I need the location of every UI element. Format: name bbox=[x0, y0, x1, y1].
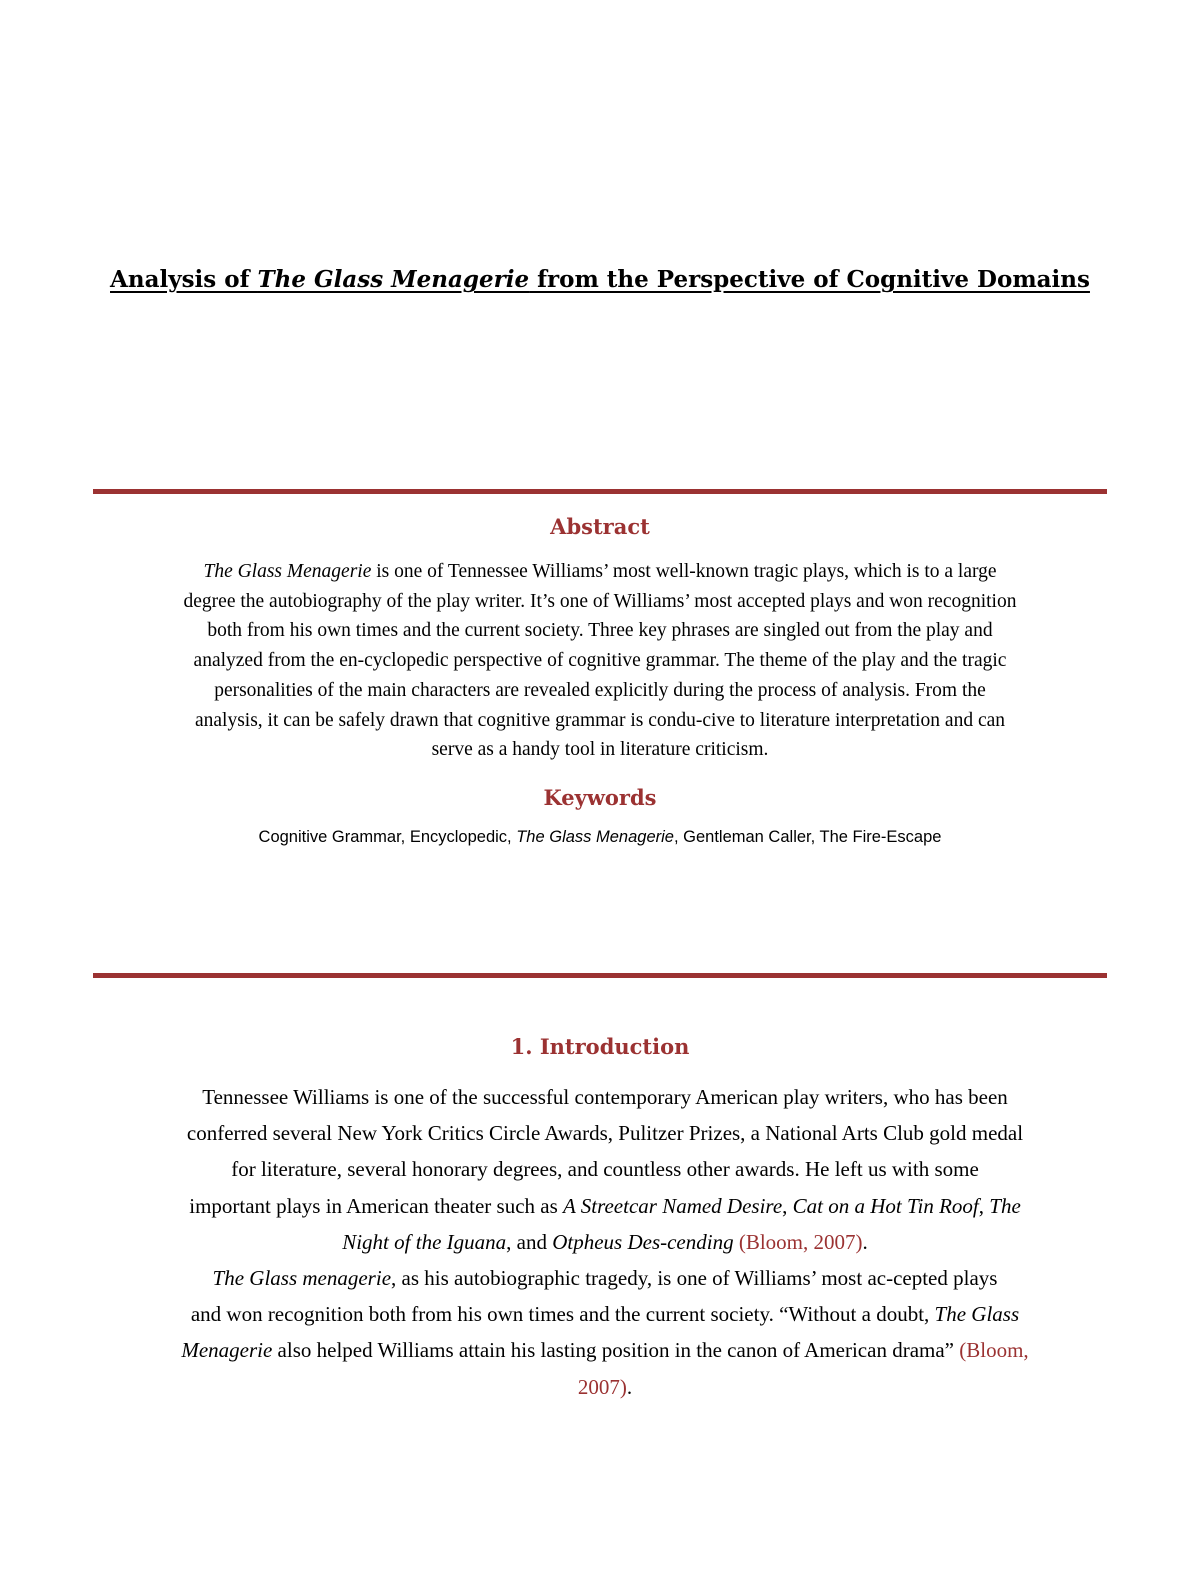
intro-line: The Glass menagerie, as his autobiographic tragedy, is one of Williams’ most ac-cepted plays bbox=[212, 1266, 998, 1291]
intro-line: Menagerie also helped Williams attain his lasting position in the canon of American drama” (Bloom, bbox=[181, 1338, 1029, 1363]
intro-line: conferred several New York Critics Circle Awards, Pulitzer Prizes, a National Arts Club gold medal bbox=[186, 1121, 1024, 1146]
abstract-heading: Abstract bbox=[550, 514, 650, 539]
abstract-line: serve as a handy tool in literature criticism. bbox=[431, 739, 769, 761]
intro-line: Tennessee Williams is one of the successful contemporary American play writers, who has been bbox=[202, 1085, 1008, 1109]
intro-line: for literature, several honorary degrees, and countless other awards. He left us with some bbox=[231, 1157, 979, 1182]
intro-line: and won recognition both from his own times and the current society. “Without a doubt, The Glass bbox=[190, 1302, 1020, 1327]
keywords-heading: Keywords bbox=[543, 785, 657, 810]
intro-line: Night of the Iguana, and Otpheus Des-cending (Bloom, 2007). bbox=[342, 1229, 868, 1254]
intro-line: important plays in American theater such as A Streetcar Named Desire, Cat on a Hot Tin Roof, The bbox=[189, 1193, 1021, 1218]
paper-title: Analysis of The Glass Menagerie from the Perspective of Cognitive Domains bbox=[110, 266, 1090, 293]
abstract-line: The Glass Menagerie is one of Tennessee Williams’ most well-known tragic plays, which is to a large bbox=[203, 561, 997, 582]
abstract-line: degree the autobiography of the play writer. It’s one of Williams’ most accepted plays and won recognition bbox=[183, 590, 1017, 612]
abstract-text bbox=[110, 557, 1090, 765]
keywords-text: Cognitive Grammar, Encyclopedic, The Glass Menagerie, Gentleman Caller, The Fire-Escape bbox=[258, 828, 942, 846]
divider-bottom bbox=[93, 973, 1107, 978]
divider-top bbox=[93, 489, 1107, 494]
introduction-heading: 1. Introduction bbox=[510, 1034, 690, 1059]
intro-line: 2007). bbox=[577, 1374, 633, 1399]
citation-link[interactable]: 2007) bbox=[577, 1374, 627, 1399]
citation-link[interactable]: (Bloom, bbox=[959, 1338, 1029, 1363]
abstract-line: personalities of the main characters are revealed explicitly during the process of analysis. From the bbox=[214, 679, 986, 701]
citation-link[interactable]: (Bloom, 2007) bbox=[738, 1229, 863, 1254]
abstract-line: analyzed from the en-cyclopedic perspective of cognitive grammar. The theme of the play and the tragic bbox=[193, 650, 1007, 672]
abstract-line: both from his own times and the current society. Three key phrases are singled out from the play and bbox=[207, 620, 993, 642]
introduction-text bbox=[90, 1079, 1120, 1405]
abstract-line: analysis, it can be safely drawn that cognitive grammar is condu-cive to literature interpretation and can bbox=[194, 709, 1006, 731]
